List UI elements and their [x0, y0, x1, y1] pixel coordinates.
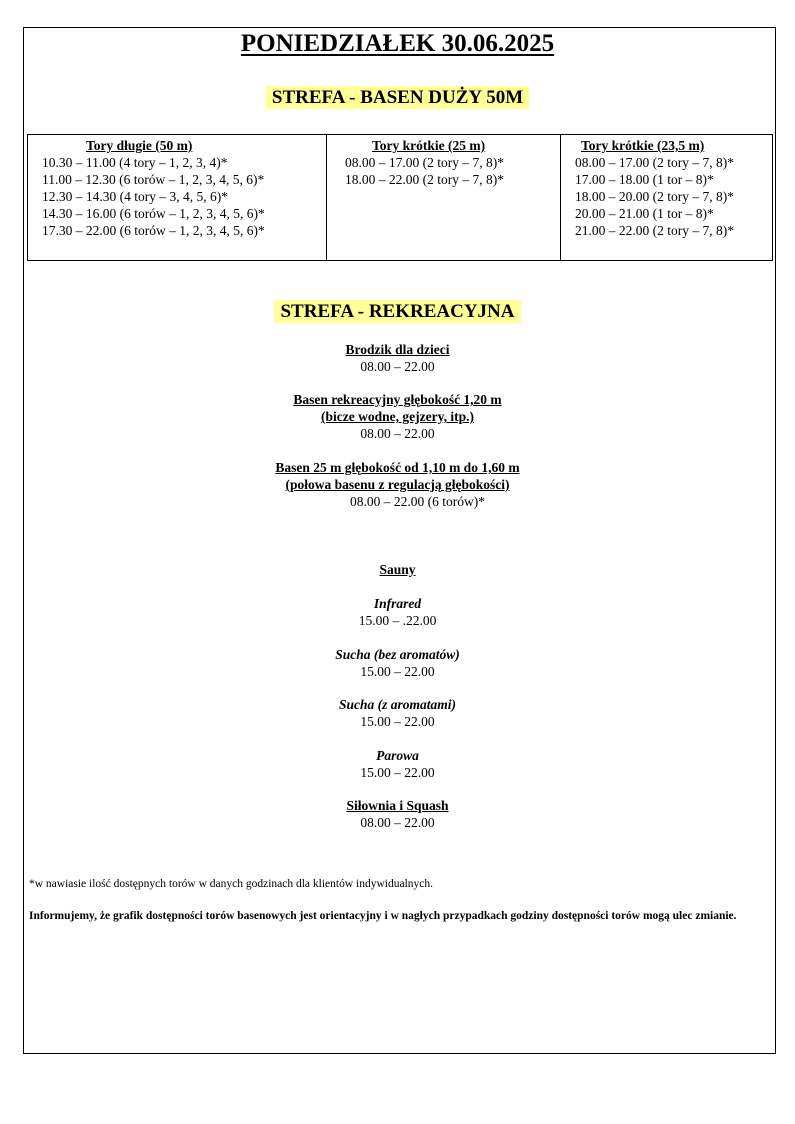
footnote: *w nawiasie ilość dostępnych torów w danych godzinach dla klientów indywidualnych.: [29, 878, 434, 890]
list-item: 11.00 – 12.30 (6 torów – 1, 2, 3, 4, 5, 6)*: [42, 172, 265, 187]
list-item: 17.30 – 22.00 (6 torów – 1, 2, 3, 4, 5, 6)*: [42, 223, 265, 238]
list-item: 20.00 – 21.00 (1 tor – 8)*: [575, 206, 714, 221]
sauna-hours: 15.00 – 22.00: [360, 664, 435, 679]
pool25-hours: 08.00 – 22.00 (6 torów)*: [350, 494, 485, 509]
lanes-table: [27, 134, 773, 261]
list-item: 12.30 – 14.30 (4 tory – 3, 4, 5, 6)*: [42, 189, 228, 204]
short23-lanes-header: Tory krótkie (23,5 m): [581, 138, 705, 153]
sauna-item: [0, 646, 795, 680]
saunas-title: Sauny: [379, 562, 416, 577]
rec-pool-subtitle: (bicze wodne, gejzery, itp.): [321, 409, 474, 424]
list-item: 21.00 – 22.00 (2 tory – 7, 8)*: [575, 223, 734, 238]
sauna-hours: 15.00 – .22.00: [358, 613, 437, 628]
kids-pool-block: [0, 341, 795, 375]
sauna-item: [0, 595, 795, 629]
pool25-subtitle: (połowa basenu z regulacją głębokości): [285, 477, 510, 492]
sauna-item: [0, 747, 795, 781]
list-item: 18.00 – 20.00 (2 tory – 7, 8)*: [575, 189, 734, 204]
rec-pool-block: [0, 391, 795, 442]
short25-lanes-header: Tory krótkie (25 m): [372, 138, 486, 153]
sauna-item: [0, 696, 795, 730]
pool25-title: Basen 25 m głębokość od 1,10 m do 1,60 m: [275, 460, 520, 475]
rec-pool-hours: 08.00 – 22.00: [360, 426, 435, 441]
rec-pool-title: Basen rekreacyjny głębokość 1,20 m: [293, 392, 502, 407]
kids-pool-hours: 08.00 – 22.00: [360, 359, 435, 374]
long-lanes-header: Tory długie (50 m): [86, 138, 193, 153]
list-item: 08.00 – 17.00 (2 tory – 7, 8)*: [575, 155, 734, 170]
page-title: PONIEDZIAŁEK 30.06.2025: [240, 30, 555, 57]
list-item: 17.00 – 18.00 (1 tor – 8)*: [575, 172, 714, 187]
gym-block: [0, 797, 795, 831]
pool25-block: [0, 459, 795, 510]
zone-heading-recreation: STREFA - REKREACYJNA: [0, 301, 795, 323]
short23-lanes-column: [561, 135, 773, 261]
sauna-name: Infrared: [373, 596, 422, 611]
short25-lanes-column: [327, 135, 561, 261]
list-item: 18.00 – 22.00 (2 tory – 7, 8)*: [345, 172, 504, 187]
zone-heading-large-pool: STREFA - BASEN DUŻY 50M: [0, 87, 795, 109]
list-item: 08.00 – 17.00 (2 tory – 7, 8)*: [345, 155, 504, 170]
gym-title: Siłownia i Squash: [346, 798, 449, 813]
sauna-name: Parowa: [376, 748, 419, 763]
long-lanes-column: [28, 135, 327, 261]
kids-pool-title: Brodzik dla dzieci: [345, 342, 450, 357]
sauna-name: Sucha (bez aromatów): [335, 647, 460, 662]
notice: Informujemy, że grafik dostępności torów basenowych jest orientacyjny i w nagłych przypadkach godziny dostępności torów mogą ulec zmianie.: [29, 910, 737, 922]
sauna-hours: 15.00 – 22.00: [360, 714, 435, 729]
list-item: 14.30 – 16.00 (6 torów – 1, 2, 3, 4, 5, 6)*: [42, 206, 265, 221]
list-item: 10.30 – 11.00 (4 tory – 1, 2, 3, 4)*: [42, 155, 228, 170]
gym-hours: 08.00 – 22.00: [360, 815, 435, 830]
sauna-hours: 15.00 – 22.00: [360, 765, 435, 780]
sauna-name: Sucha (z aromatami): [338, 697, 457, 712]
